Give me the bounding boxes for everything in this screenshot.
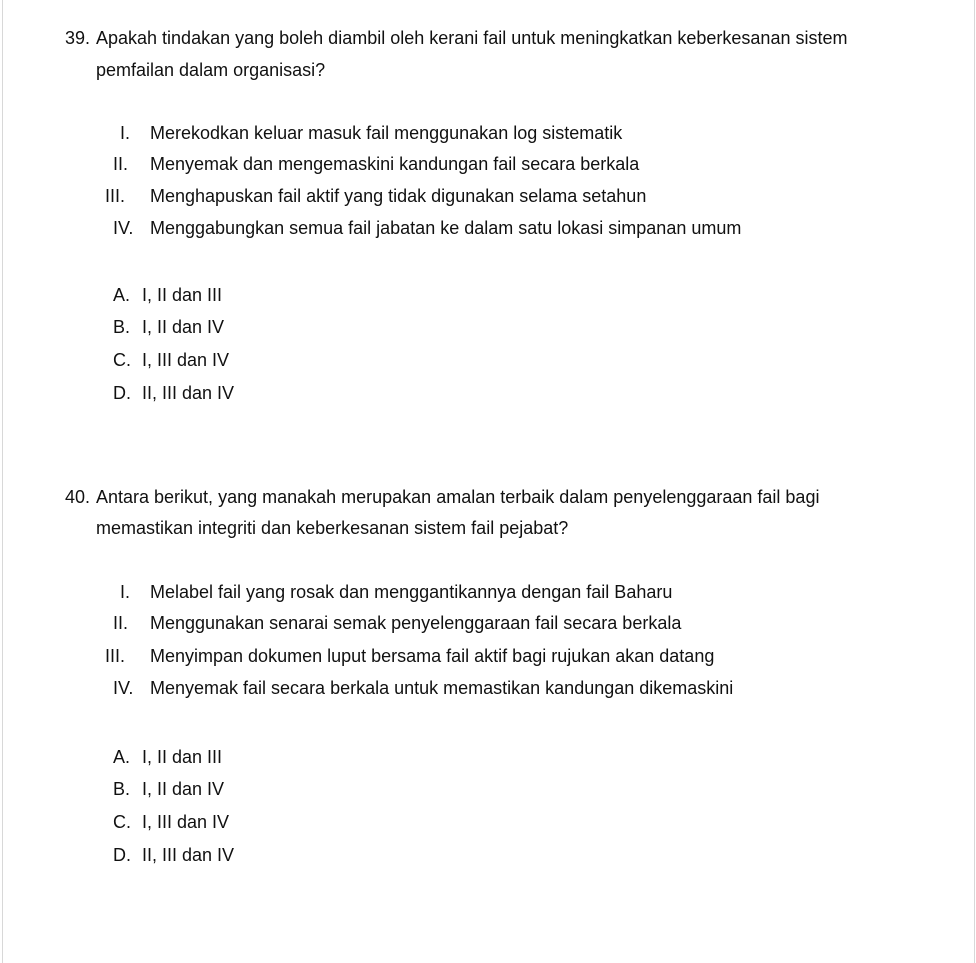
statement-text: Menggabungkan semua fail jabatan ke dalam satu lokasi simpanan umum: [150, 218, 742, 238]
statement-text: Menyemak fail secara berkala untuk memastikan kandungan dikemaskini: [150, 678, 734, 698]
option-text: II, III dan IV: [142, 845, 235, 865]
option-text: I, II dan III: [142, 747, 223, 767]
question-number: 39.: [65, 28, 91, 48]
statement-text: Menyemak dan mengemaskini kandungan fail secara berkala: [150, 154, 640, 174]
statement-label: IV.: [113, 678, 134, 698]
statement-label: III.: [105, 186, 126, 206]
option-label: A.: [113, 285, 131, 305]
question-stem-line: memastikan integriti dan keberkesanan sistem fail pejabat?: [96, 518, 569, 538]
option-label: B.: [113, 317, 131, 337]
question-stem-line: Antara berikut, yang manakah merupakan amalan terbaik dalam penyelenggaraan fail bagi: [96, 487, 820, 507]
option-text: I, III dan IV: [142, 350, 230, 370]
statement-text: Melabel fail yang rosak dan menggantikannya dengan fail Baharu: [150, 582, 673, 602]
page-right-edge: [974, 0, 975, 963]
statement-text: Menggunakan senarai semak penyelenggaraan fail secara berkala: [150, 613, 682, 633]
option-label: D.: [113, 845, 131, 865]
statement-label: IV.: [113, 218, 134, 238]
option-text: I, III dan IV: [142, 812, 230, 832]
statement-label: III.: [105, 646, 126, 666]
question-stem-line: pemfailan dalam organisasi?: [96, 60, 326, 80]
option-text: I, II dan IV: [142, 779, 225, 799]
option-text: I, II dan IV: [142, 317, 225, 337]
option-label: B.: [113, 779, 131, 799]
page-left-edge: [2, 0, 3, 963]
option-label: A.: [113, 747, 131, 767]
statement-text: Merekodkan keluar masuk fail menggunakan log sistematik: [150, 123, 623, 143]
statement-text: Menyimpan dokumen luput bersama fail aktif bagi rujukan akan datang: [150, 646, 715, 666]
statement-label: I.: [120, 123, 131, 143]
option-text: II, III dan IV: [142, 383, 235, 403]
question-number: 40.: [65, 487, 91, 507]
option-text: I, II dan III: [142, 285, 223, 305]
statement-label: II.: [113, 154, 129, 174]
option-label: D.: [113, 383, 131, 403]
statement-label: I.: [120, 582, 131, 602]
question-stem-line: Apakah tindakan yang boleh diambil oleh kerani fail untuk meningkatkan keberkesanan sistem: [96, 28, 848, 48]
option-label: C.: [113, 812, 131, 832]
statement-text: Menghapuskan fail aktif yang tidak digunakan selama setahun: [150, 186, 647, 206]
statement-label: II.: [113, 613, 129, 633]
option-label: C.: [113, 350, 131, 370]
